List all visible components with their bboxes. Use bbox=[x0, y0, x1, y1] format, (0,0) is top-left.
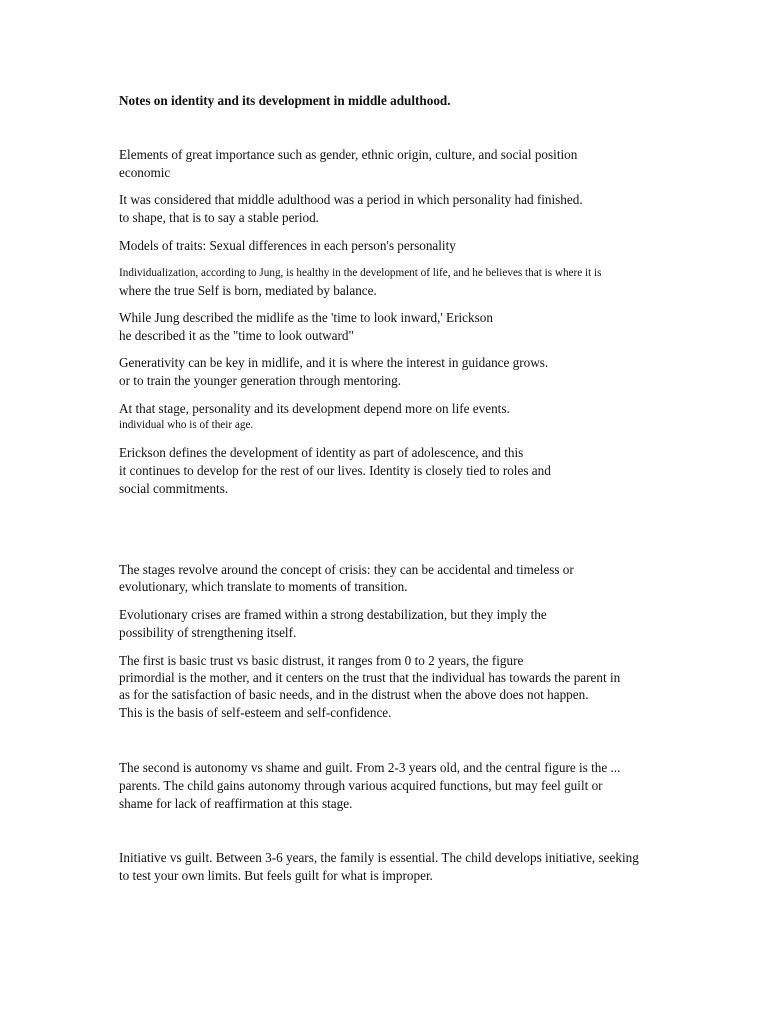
text-line: as for the satisfaction of basic needs, and in the distrust when the above does not happen. bbox=[119, 687, 589, 702]
document-title: Notes on identity and its development in middle adulthood. bbox=[119, 93, 451, 108]
text-line: individual who is of their age. bbox=[119, 419, 254, 431]
text-line: social commitments. bbox=[119, 481, 229, 496]
text-line: to shape, that is to say a stable period. bbox=[119, 210, 319, 225]
text-line: where the true Self is born, mediated by balance. bbox=[119, 283, 377, 298]
text-line: shame for lack of reaffirmation at this stage. bbox=[119, 796, 353, 811]
text-line: The second is autonomy vs shame and guilt. From 2-3 years old, and the central figure is the ... bbox=[119, 760, 621, 775]
text-line: economic bbox=[119, 165, 171, 180]
text-line: Models of traits: Sexual differences in each person's personality bbox=[119, 238, 456, 253]
text-line: to test your own limits. But feels guilt for what is improper. bbox=[119, 868, 433, 883]
text-line: he described it as the "time to look outward" bbox=[119, 328, 354, 343]
text-line: evolutionary, which translate to moments of transition. bbox=[119, 579, 408, 594]
text-line: Elements of great importance such as gender, ethnic origin, culture, and social position bbox=[119, 147, 578, 162]
text-line: This is the basis of self-esteem and self-confidence. bbox=[119, 705, 392, 720]
text-line: possibility of strengthening itself. bbox=[119, 625, 297, 640]
text-line: Generativity can be key in midlife, and it is where the interest in guidance grows. bbox=[119, 355, 549, 370]
text-line: Erickson defines the development of identity as part of adolescence, and this bbox=[119, 445, 524, 460]
text-line: primordial is the mother, and it centers on the trust that the individual has towards the parent in bbox=[119, 670, 621, 685]
text-line: The stages revolve around the concept of crisis: they can be accidental and timeless or bbox=[119, 562, 574, 577]
text-line: parents. The child gains autonomy through various acquired functions, but may feel guilt or bbox=[119, 778, 603, 793]
text-line: While Jung described the midlife as the 'time to look inward,' Erickson bbox=[119, 310, 493, 325]
text-line: Individualization, according to Jung, is healthy in the development of life, and he believes that is where it is bbox=[119, 267, 602, 279]
text-line: it continues to develop for the rest of our lives. Identity is closely tied to roles and bbox=[119, 463, 551, 478]
text-line: Initiative vs guilt. Between 3-6 years, the family is essential. The child develops initiative, seeking bbox=[119, 850, 639, 865]
text-line: At that stage, personality and its development depend more on life events. bbox=[119, 401, 510, 416]
text-line: or to train the younger generation through mentoring. bbox=[119, 373, 401, 388]
text-line: Evolutionary crises are framed within a strong destabilization, but they imply the bbox=[119, 607, 547, 622]
text-line: The first is basic trust vs basic distrust, it ranges from 0 to 2 years, the figure bbox=[119, 653, 524, 668]
text-line: It was considered that middle adulthood was a period in which personality had finished. bbox=[119, 192, 583, 207]
